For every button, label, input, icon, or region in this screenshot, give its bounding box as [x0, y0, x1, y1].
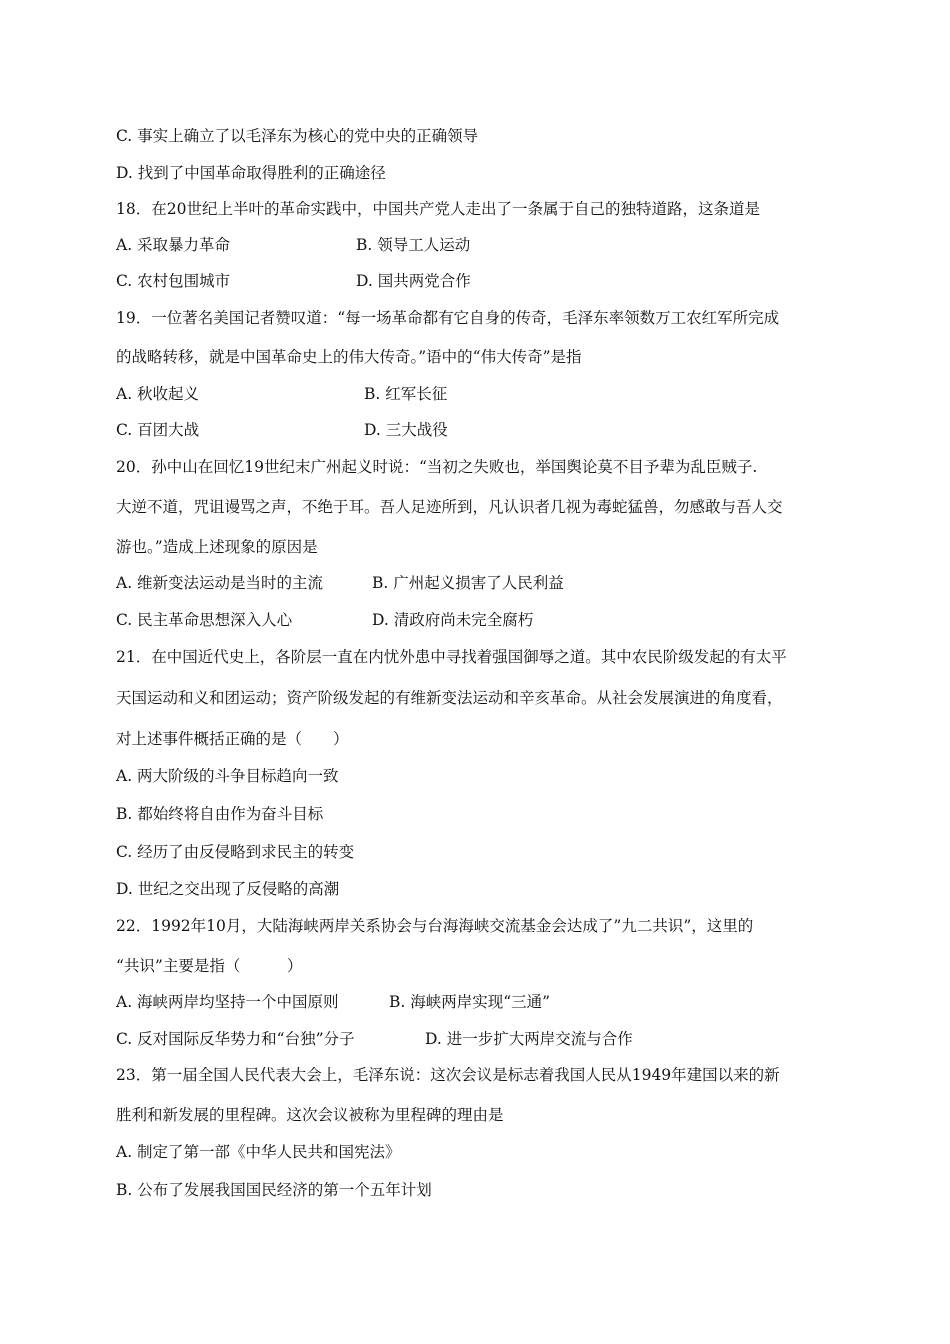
option-23a: A. 制定了第一部《中华人民共和国宪法》: [116, 1143, 401, 1161]
option-18d: D. 国共两党合作: [356, 272, 471, 290]
question-21-line3: 对上述事件概括正确的是（ ）: [116, 730, 349, 748]
option-20d: D. 清政府尚未完全腐朽: [372, 611, 534, 629]
question-20-line2: 大逆不道，咒诅谩骂之声，不绝于耳。吾人足迹所到，凡认识者几视为毒蛇猛兽，勿感敢与吾人交: [116, 498, 783, 516]
question-22-line1: 22．1992年10月，大陆海峡两岸关系协会与台海海峡交流基金会达成了”九二共识”，这里的: [116, 917, 754, 935]
option-20c: C. 民主革命思想深入人心: [116, 611, 293, 629]
option-22a: A. 海峡两岸均坚持一个中国原则: [116, 993, 339, 1011]
option-19a: A. 秋收起义: [116, 385, 200, 403]
option-17c: C. 事实上确立了以毛泽东为核心的党中央的正确领导: [116, 127, 479, 145]
option-22d: D. 进一步扩大两岸交流与合作: [425, 1030, 633, 1048]
question-21-line2: 天国运动和义和团运动；资产阶级发起的有维新变法运动和辛亥革命。从社会发展演进的角度看，: [116, 689, 783, 707]
question-23-line2: 胜利和新发展的里程碑。这次会议被称为里程碑的理由是: [116, 1106, 504, 1124]
option-21a: A. 两大阶级的斗争目标趋向一致: [116, 767, 339, 785]
option-17d: D. 找到了中国革命取得胜利的正确途径: [116, 164, 386, 182]
option-19c: C. 百团大战: [116, 421, 200, 439]
option-21c: C. 经历了由反侵略到求民主的转变: [116, 843, 355, 861]
option-20b: B. 广州起义损害了人民利益: [372, 574, 564, 592]
question-20-line3: 游也。”造成上述现象的原因是: [116, 538, 318, 556]
option-23b: B. 公布了发展我国国民经济的第一个五年计划: [116, 1181, 432, 1199]
question-19-line1: 19．一位著名美国记者赞叹道：“每一场革命都有它自身的传奇，毛泽东率领数万工农红军所完成: [116, 309, 780, 327]
option-22c: C. 反对国际反华势力和“台独”分子: [116, 1030, 355, 1048]
question-21-line1: 21．在中国近代史上，各阶层一直在内忧外患中寻找着强国御辱之道。其中农民阶级发起的有太平: [116, 648, 787, 666]
question-22-line2: “共识”主要是指（ ）: [116, 957, 303, 975]
option-22b: B. 海峡两岸实现“三通”: [389, 993, 551, 1011]
question-19-line2: 的战略转移，就是中国革命史上的伟大传奇。”语中的“伟大传奇”是指: [116, 348, 582, 366]
question-23-line1: 23．第一届全国人民代表大会上，毛泽东说：这次会议是标志着我国人民从1949年建国以来的新: [116, 1066, 780, 1084]
option-19b: B. 红军长征: [364, 385, 448, 403]
option-20a: A. 维新变法运动是当时的主流: [116, 574, 324, 592]
option-18a: A. 采取暴力革命: [116, 236, 231, 254]
option-18b: B. 领导工人运动: [356, 236, 471, 254]
option-21d: D. 世纪之交出现了反侵略的高潮: [116, 880, 340, 898]
option-19d: D. 三大战役: [364, 421, 448, 439]
option-21b: B. 都始终将自由作为奋斗目标: [116, 805, 324, 823]
option-18c: C. 农村包围城市: [116, 272, 231, 290]
question-18: 18．在20世纪上半叶的革命实践中，中国共产党人走出了一条属于自己的独特道路，这条道是: [116, 200, 760, 218]
question-20-line1: 20．孙中山在回忆19世纪末广州起义时说：“当初之失败也，举国舆论莫不目予辈为乱臣贼子.: [116, 458, 758, 476]
